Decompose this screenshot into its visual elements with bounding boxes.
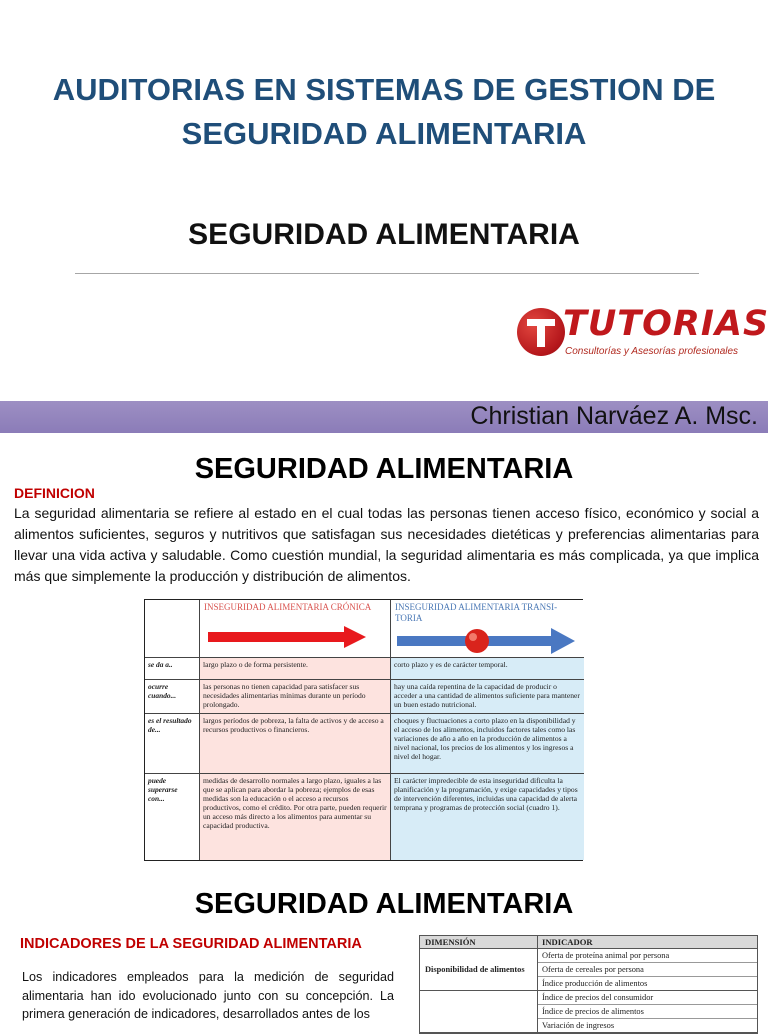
author-band <box>0 401 768 433</box>
table-header-transitory <box>391 600 584 658</box>
table-cell-chronic: las personas no tienen capacidad para satisfacer sus necesidades alimentarias mínimas durante un período prolongado. <box>200 680 391 714</box>
table-header-chronic <box>200 600 391 658</box>
section-label: DEFINICION <box>14 485 95 501</box>
title-line-1: AUDITORIAS EN SISTEMAS DE GESTION DE <box>52 72 716 107</box>
dimension-cell: Disponibilidad de alimentos <box>420 949 538 990</box>
indicator-cell: Oferta de proteína animal por persona <box>538 949 757 963</box>
tutorias-logo <box>517 304 769 364</box>
table-row <box>420 949 757 991</box>
title-divider <box>75 273 699 274</box>
presentation-subtitle: SEGURIDAD ALIMENTARIA <box>188 218 580 251</box>
presentation-title <box>30 68 738 156</box>
slide-title: SEGURIDAD ALIMENTARIA <box>194 453 574 485</box>
table-cell-chronic: largo plazo o de forma persistente. <box>200 658 391 680</box>
row-label: puede superarse con... <box>145 774 200 860</box>
author-name: Christian Narváez A. Msc. <box>470 402 758 430</box>
table-cell-transitory: choques y fluctuaciones a corto plazo en la disponibilidad y el acceso de los alimentos, incluidos factores tales como las variaciones de año a año en la producción de alimentos a nivel nacional, los precios de los alimentos y los ingresos a nivel del hogar. <box>391 714 584 774</box>
table-row <box>420 991 757 1033</box>
logo-tagline: Consultorías y Asesorías profesionales <box>565 346 739 357</box>
logo-brand-text: TUTORIAS <box>563 304 769 344</box>
row-label: es el resultado de... <box>145 714 200 774</box>
t-circle-logo-icon <box>517 308 565 356</box>
slide-title: SEGURIDAD ALIMENTARIA <box>194 888 574 920</box>
title-slide <box>0 0 768 433</box>
table-header-blank <box>145 600 200 658</box>
indicators-paragraph: Los indicadores empleados para la medición de seguridad alimentaria han ido evolucionado junto con su concepción. La primera generación de indicadores, desarrollados antes de los <box>22 970 394 1021</box>
indicator-cell: Oferta de cereales por persona <box>538 963 757 977</box>
header-indicator: INDICADOR <box>542 937 593 947</box>
table-cell-chronic: largos períodos de pobreza, la falta de activos y de acceso a recursos productivos o financieros. <box>200 714 391 774</box>
header-transitory-text: INSEGURIDAD ALIMENTARIA TRANSI- TORIA <box>395 602 558 623</box>
indicators-table <box>419 935 758 1034</box>
indicator-cell: Índice de precios de alimentos <box>538 1005 757 1019</box>
definition-slide <box>0 433 768 863</box>
indicators-slide <box>0 863 768 1030</box>
table-cell-transitory: hay una caída repentina de la capacidad de producir o acceder a una cantidad de alimentos suficiente para mantener un buen estado nutricional. <box>391 680 584 714</box>
row-label: ocurre cuando... <box>145 680 200 714</box>
title-line-2: SEGURIDAD ALIMENTARIA <box>181 116 587 151</box>
indicator-cell: Índice de precios del consumidor <box>538 991 757 1005</box>
indicator-cell: Índice producción de alimentos <box>542 979 648 988</box>
table-cell-transitory: corto plazo y es de carácter temporal. <box>391 658 584 680</box>
indicators-header-row <box>420 936 757 949</box>
header-dimension: DIMENSIÓN <box>420 936 538 948</box>
row-label: se da a.. <box>145 658 200 680</box>
table-cell-transitory: El carácter impredecible de esta inseguridad dificulta la planificación y la programación, y exige capacidades y tipos de intervención diferentes, incluidas una capacidad de alerta temprana y programas de protección social (cuadro 1). <box>391 774 584 860</box>
indicator-cell: Variación de ingresos <box>542 1021 615 1030</box>
table-cell-chronic: medidas de desarrollo normales a largo plazo, iguales a las que se aplican para abordar la pobreza; ejemplos de esas medidas son la educación o el acceso a recursos productivos, como el crédito. Por otra parte, pueden requerir un acceso más directo a los alimentos para aumentar su capacidad productiva. <box>200 774 391 860</box>
dimension-cell <box>420 991 538 1032</box>
section-label: INDICADORES DE LA SEGURIDAD ALIMENTARIA <box>20 936 362 952</box>
food-insecurity-table <box>144 599 583 861</box>
red-arrow-icon <box>208 626 366 648</box>
header-chronic-text: INSEGURIDAD ALIMENTARIA CRÓNICA <box>204 602 372 612</box>
definition-paragraph: La seguridad alimentaria se refiere al estado en el cual todas las personas tienen acceso físico, económico y social a alimentos suficientes, seguros y nutritivos que satisfagan sus necesidades dietéticas y preferencias alimentarias para llevar una vida activa y saludable. Como cuestión mundial, la seguridad alimentaria es más complicada, ya que implica más que simplemente la producción y distribución de alimentos. <box>14 505 759 584</box>
blue-arrow-icon <box>397 628 575 654</box>
